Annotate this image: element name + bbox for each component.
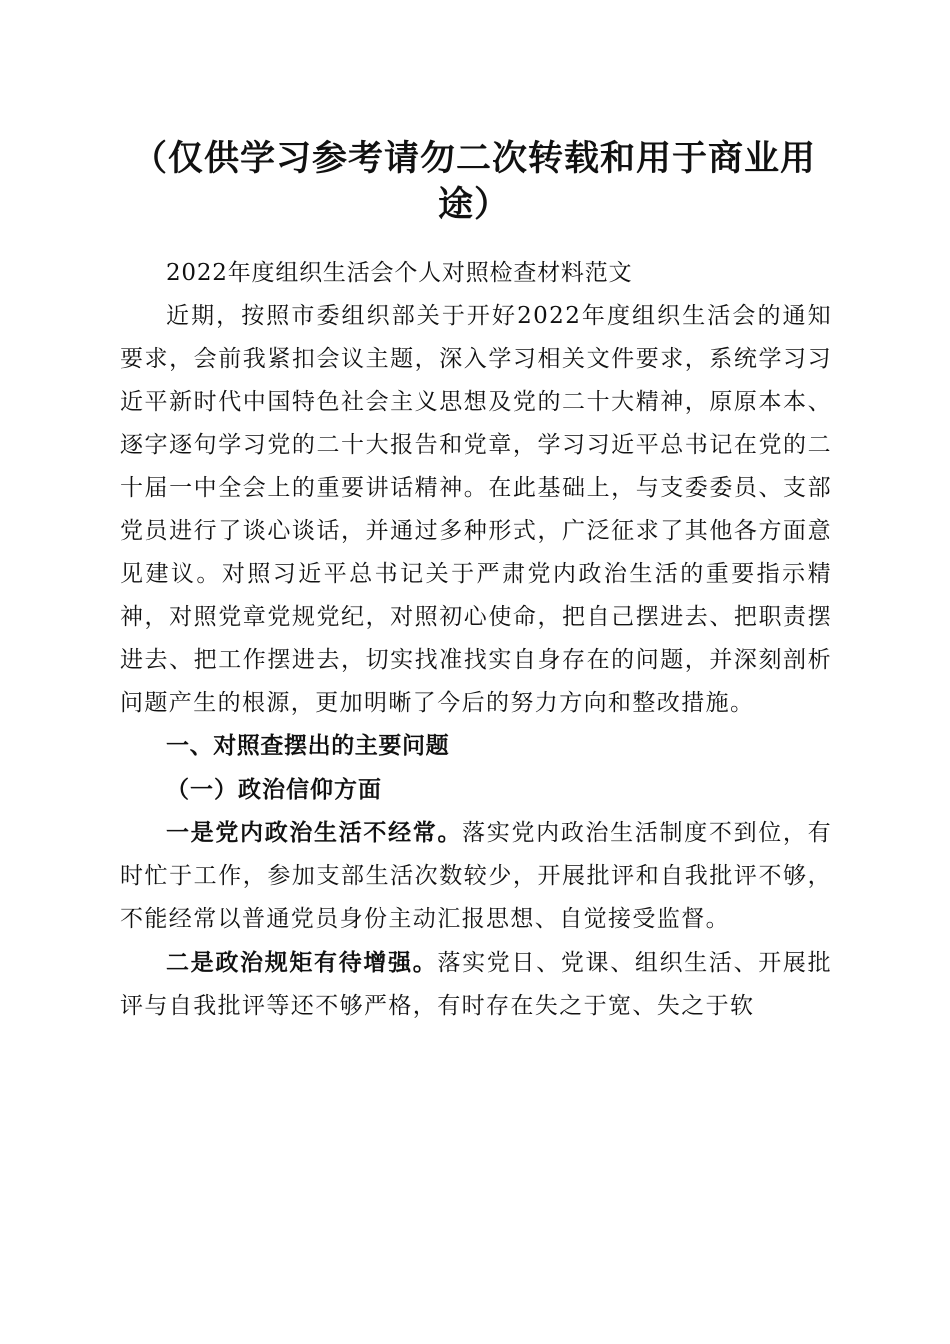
document-title: 2022年度组织生活会个人对照检查材料范文 <box>166 260 633 286</box>
usage-notice: （仅供学习参考请勿二次转载和用于商业用途） <box>131 139 816 225</box>
problem-item-1 <box>120 811 832 941</box>
problem-item-1-text: 落实党内政治生活制度不到位，有时忙于工作，参加支部生活次数较少，开展批评和自我批评不够，不能经常以普通党员身份主动汇报思想、自觉接受监督。 <box>120 820 832 932</box>
section-heading-1: 一、对照查摆出的主要问题 <box>166 733 450 759</box>
problem-item-2-text: 落实党日、党课、组织生活、开展批评与自我批评等还不够严格，有时存在失之于宽、失之于软 <box>120 950 832 1019</box>
problem-item-2-lead: 二是政治规矩有待增强。 <box>166 949 438 976</box>
problem-item-1-lead: 一是党内政治生活不经常。 <box>166 819 463 846</box>
problem-item-2 <box>120 941 832 1028</box>
intro-paragraph: 近期，按照市委组织部关于开好2022年度组织生活会的通知要求，会前我紧扣会议主题，深入学习相关文件要求，系统学习习近平新时代中国特色社会主义思想及党的二十大精神，原原本本、逐字逐句学习党的二十大报告和党章，学习习近平总书记在党的二十届一中全会上的重要讲话精神。在此基础上，与支委委员、支部党员进行了谈心谈话，并通过多种形式，广泛征求了其他各方面意见建议。对照习近平总书记关于严肃党内政治生活的重要指示精神，对照党章党规党纪，对照初心使命，把自己摆进去、把职责摆进去、把工作摆进去，切实找准找实自身存在的问题，并深刻剖析问题产生的根源，更加明晰了今后的努力方向和整改措施。 <box>120 303 832 716</box>
document-body <box>120 252 832 1028</box>
subsection-heading-1: （一）政治信仰方面 <box>166 776 382 803</box>
